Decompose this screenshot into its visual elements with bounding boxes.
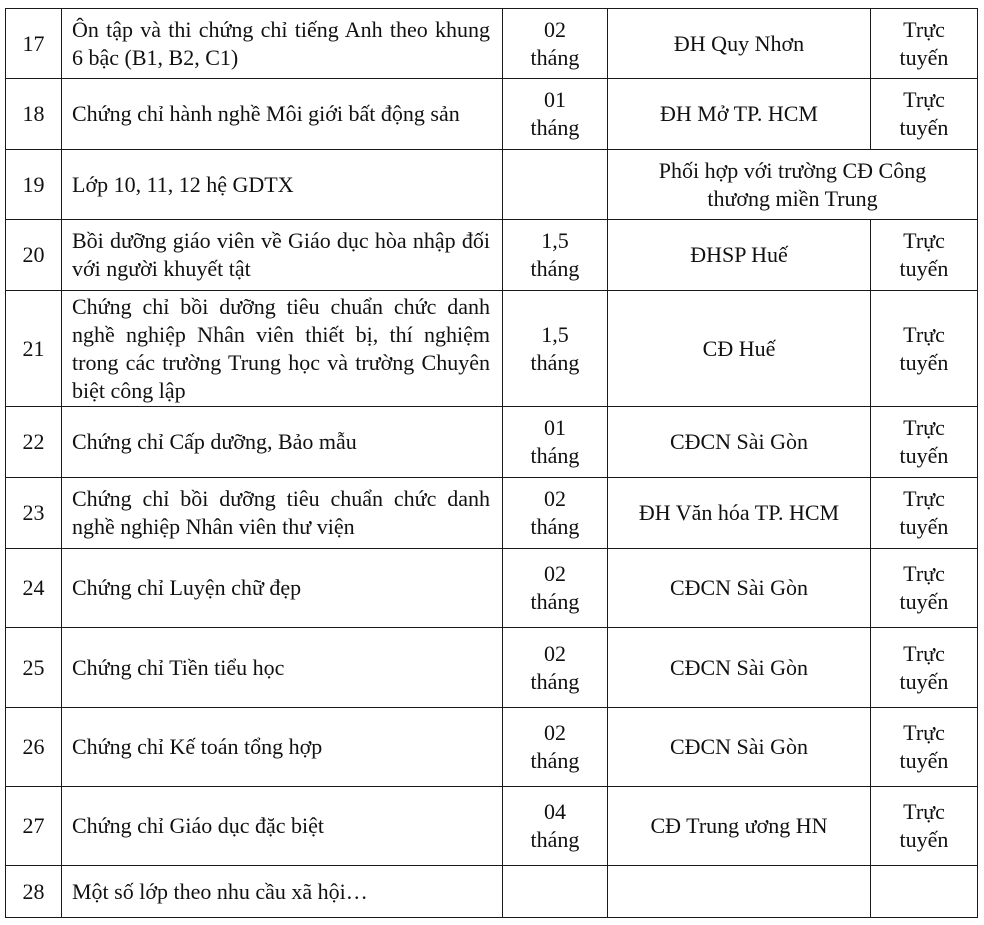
- course-name: Chứng chỉ Tiền tiểu học: [62, 628, 503, 708]
- course-duration: 02 tháng: [503, 549, 608, 628]
- training-unit: ĐH Văn hóa TP. HCM: [608, 478, 871, 549]
- course-name: Chứng chỉ Kế toán tổng hợp: [62, 708, 503, 787]
- row-number: 19: [6, 150, 62, 220]
- course-name: Chứng chỉ bồi dưỡng tiêu chuẩn chức danh nghề nghiệp Nhân viên thiết bị, thí nghiệm trong các trường Trung học và trường Chuyên biệt công lập: [62, 291, 503, 407]
- course-name: Chứng chỉ hành nghề Môi giới bất động sản: [62, 79, 503, 150]
- course-name: Ôn tập và thi chứng chỉ tiếng Anh theo khung 6 bậc (B1, B2, C1): [62, 9, 503, 79]
- table-row: [6, 787, 978, 866]
- study-form: Trực tuyến: [871, 708, 978, 787]
- training-unit: CĐCN Sài Gòn: [608, 628, 871, 708]
- course-name: Chứng chỉ Giáo dục đặc biệt: [62, 787, 503, 866]
- training-unit: ĐH Quy Nhơn: [608, 9, 871, 79]
- course-duration: 1,5 tháng: [503, 291, 608, 407]
- training-unit: Phối hợp với trường CĐ Công thương miền Trung: [608, 150, 978, 220]
- table-row: [6, 866, 978, 918]
- table-row: [6, 708, 978, 787]
- row-number: 20: [6, 220, 62, 291]
- table-row: [6, 407, 978, 478]
- course-duration: 01 tháng: [503, 79, 608, 150]
- course-name: Một số lớp theo nhu cầu xã hội…: [62, 866, 503, 918]
- course-name: Chứng chỉ bồi dưỡng tiêu chuẩn chức danh nghề nghiệp Nhân viên thư viện: [62, 478, 503, 549]
- table-row: [6, 478, 978, 549]
- table-row: [6, 549, 978, 628]
- row-number: 25: [6, 628, 62, 708]
- course-name: Bồi dưỡng giáo viên về Giáo dục hòa nhập đối với người khuyết tật: [62, 220, 503, 291]
- study-form: Trực tuyến: [871, 549, 978, 628]
- course-duration: 1,5 tháng: [503, 220, 608, 291]
- training-unit: CĐCN Sài Gòn: [608, 708, 871, 787]
- course-duration: 04 tháng: [503, 787, 608, 866]
- study-form: Trực tuyến: [871, 478, 978, 549]
- row-number: 28: [6, 866, 62, 918]
- course-duration: 02 tháng: [503, 628, 608, 708]
- course-duration: 02 tháng: [503, 9, 608, 79]
- study-form: [871, 866, 978, 918]
- study-form: Trực tuyến: [871, 291, 978, 407]
- training-unit: CĐCN Sài Gòn: [608, 549, 871, 628]
- row-number: 18: [6, 79, 62, 150]
- course-name: Chứng chỉ Cấp dưỡng, Bảo mẫu: [62, 407, 503, 478]
- training-unit: ĐHSP Huế: [608, 220, 871, 291]
- study-form: Trực tuyến: [871, 407, 978, 478]
- row-number: 22: [6, 407, 62, 478]
- table-row: [6, 291, 978, 407]
- training-unit: ĐH Mở TP. HCM: [608, 79, 871, 150]
- row-number: 27: [6, 787, 62, 866]
- row-number: 23: [6, 478, 62, 549]
- training-unit: CĐ Trung ương HN: [608, 787, 871, 866]
- study-form: Trực tuyến: [871, 9, 978, 79]
- course-table: [5, 8, 978, 918]
- training-unit: [608, 866, 871, 918]
- row-number: 21: [6, 291, 62, 407]
- row-number: 17: [6, 9, 62, 79]
- study-form: Trực tuyến: [871, 79, 978, 150]
- course-name: Chứng chỉ Luyện chữ đẹp: [62, 549, 503, 628]
- course-duration: [503, 150, 608, 220]
- course-duration: [503, 866, 608, 918]
- course-name: Lớp 10, 11, 12 hệ GDTX: [62, 150, 503, 220]
- course-duration: 02 tháng: [503, 478, 608, 549]
- table-row: [6, 150, 978, 220]
- course-duration: 02 tháng: [503, 708, 608, 787]
- row-number: 24: [6, 549, 62, 628]
- row-number: 26: [6, 708, 62, 787]
- study-form: Trực tuyến: [871, 628, 978, 708]
- table-row: [6, 9, 978, 79]
- training-unit: CĐ Huế: [608, 291, 871, 407]
- study-form: Trực tuyến: [871, 220, 978, 291]
- course-duration: 01 tháng: [503, 407, 608, 478]
- table-row: [6, 628, 978, 708]
- table-row: [6, 79, 978, 150]
- table-row: [6, 220, 978, 291]
- training-unit: CĐCN Sài Gòn: [608, 407, 871, 478]
- study-form: Trực tuyến: [871, 787, 978, 866]
